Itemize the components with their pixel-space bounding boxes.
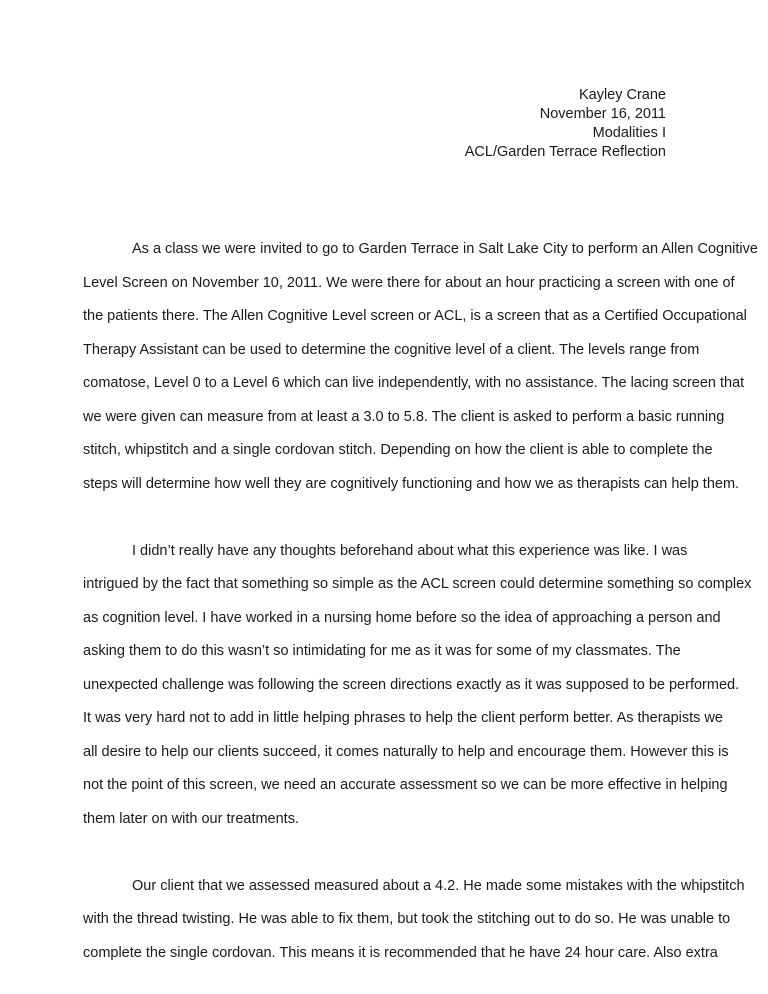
paragraph-line: them later on with our treatments.: [83, 810, 299, 827]
paragraph-line: As a class we were invited to go to Garden Terrace in Salt Lake City to perform an Allen Cognitive: [132, 241, 758, 257]
paragraph-line: Our client that we assessed measured about a 4.2. He made some mistakes with the whipstitch: [132, 877, 745, 894]
paragraph-line: we were given can measure from at least a 3.0 to 5.8. The client is asked to perform a basic running: [83, 408, 725, 425]
paragraph-line: It was very hard not to add in little helping phrases to help the client perform better. As therapists we: [83, 710, 723, 726]
paragraph-line: I didn’t really have any thoughts beforehand about what this experience was like. I was: [132, 542, 688, 559]
paragraph-2: [83, 535, 752, 837]
document-body: [83, 233, 758, 970]
paragraph-1: [83, 233, 758, 501]
document-title: ACL/Garden Terrace Reflection: [464, 144, 666, 160]
paragraph-line: steps will determine how well they are cognitively functioning and how we as therapists can help them.: [83, 475, 740, 492]
paragraph-line: as cognition level. I have worked in a nursing home before so the idea of approaching a person and: [83, 609, 721, 626]
paragraph-3: [83, 870, 745, 971]
author-name: Kayley Crane: [578, 87, 666, 103]
paragraph-line: not the point of this screen, we need an accurate assessment so we can be more effective in helping: [83, 777, 728, 793]
paragraph-line: comatose, Level 0 to a Level 6 which can live independently, with no assistance. The lacing screen that: [83, 375, 745, 391]
paragraph-line: the patients there. The Allen Cognitive Level screen or ACL, is a screen that as a Certified Occupational: [83, 308, 747, 324]
document-header: [465, 86, 666, 162]
paragraph-line: unexpected challenge was following the screen directions exactly as it was supposed to be performed.: [83, 676, 740, 693]
course-name: Modalities I: [592, 125, 666, 141]
paragraph-line: Level Screen on November 10, 2011. We were there for about an hour practicing a screen with one of: [83, 274, 735, 291]
paragraph-line: all desire to help our clients succeed, it comes naturally to help and encourage them. However this is: [83, 743, 729, 760]
paragraph-line: stitch, whipstitch and a single cordovan stitch. Depending on how the client is able to complete the: [83, 442, 713, 458]
document-date: November 16, 2011: [539, 106, 666, 122]
paragraph-line: Therapy Assistant can be used to determine the cognitive level of a client. The levels range from: [83, 341, 700, 358]
paragraph-line: with the thread twisting. He was able to fix them, but took the stitching out to do so. He was unable to: [83, 911, 731, 927]
paragraph-line: intrigued by the fact that something so simple as the ACL screen could determine something so complex: [83, 576, 752, 592]
paragraph-line: asking them to do this wasn’t so intimidating for me as it was for some of my classmates. The: [83, 643, 681, 659]
paragraph-line: complete the single cordovan. This means it is recommended that he have 24 hour care. Also extra: [83, 944, 718, 961]
